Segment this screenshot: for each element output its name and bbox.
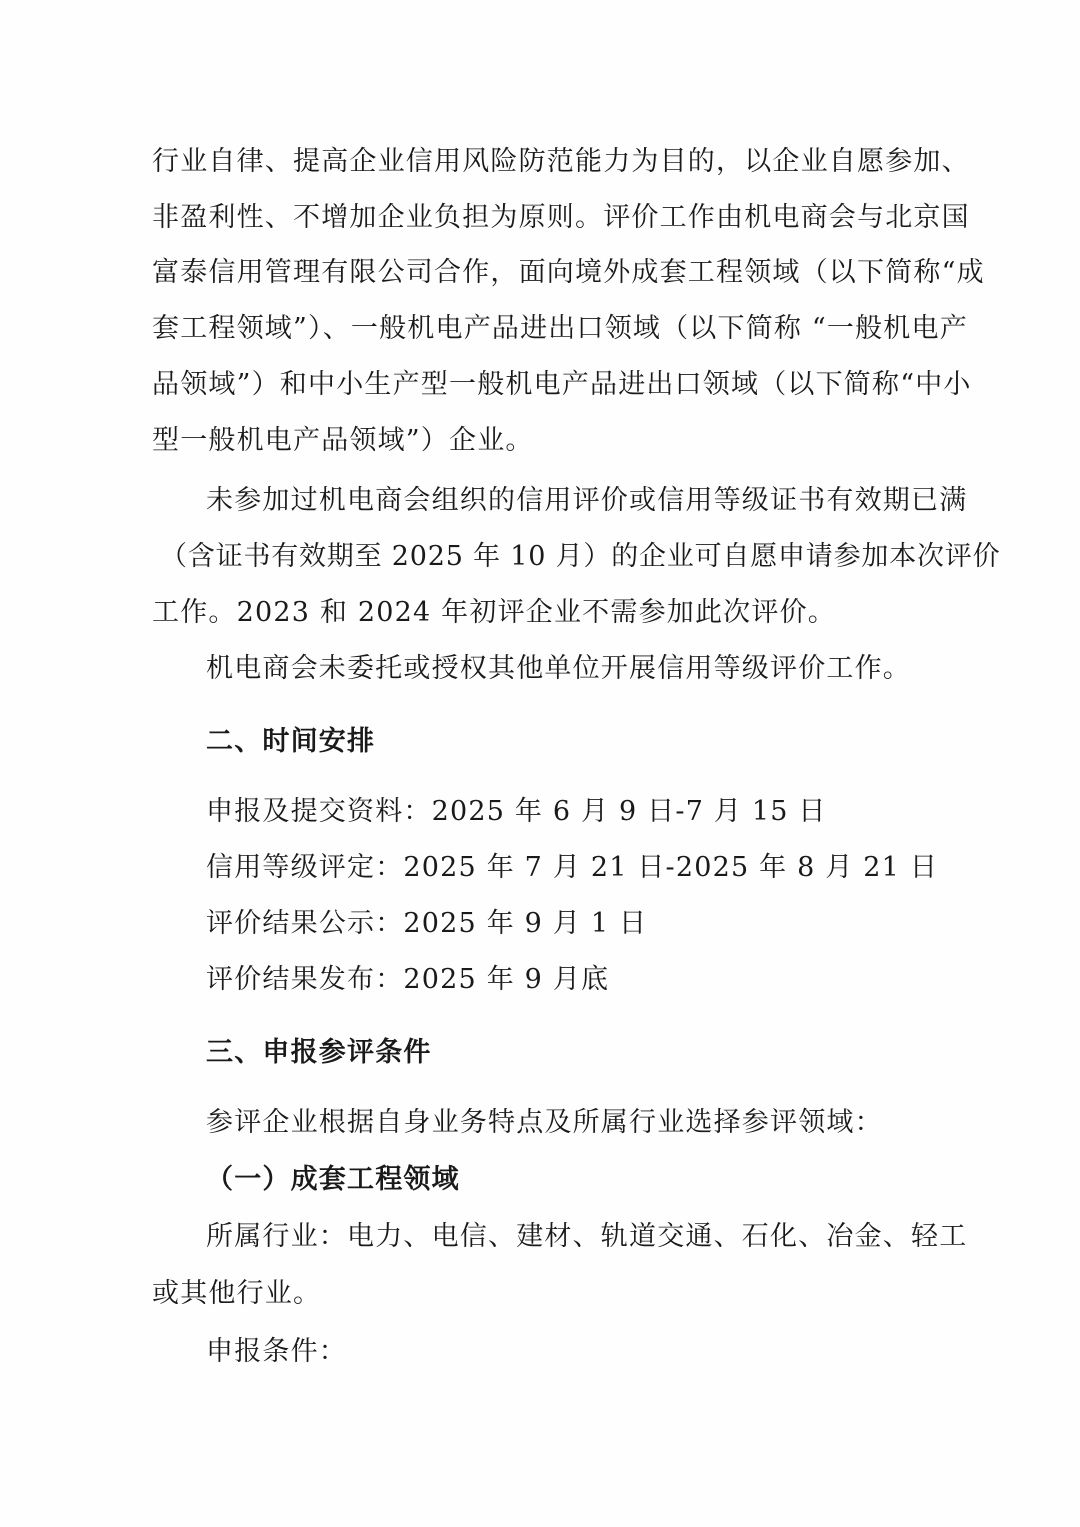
paragraph-line: 参评企业根据自身业务特点及所属行业选择参评领域： xyxy=(206,1107,883,1138)
paragraph-line: 未参加过机电商会组织的信用评价或信用等级证书有效期已满 xyxy=(206,485,968,516)
paragraph-line: 非盈利性、不增加企业负担为原则。评价工作由机电商会与北京国 xyxy=(152,202,970,233)
paragraph-line: （含证书有效期至 2025 年 10 月）的企业可自愿申请参加本次评价 xyxy=(160,541,1001,572)
paragraph-line: 套工程领域”）、一般机电产品进出口领域（以下简称 “一般机电产 xyxy=(152,313,968,344)
schedule-item: 评价结果公示：2025 年 9 月 1 日 xyxy=(206,908,648,939)
paragraph-line: 行业自律、提高企业信用风险防范能力为目的，以企业自愿参加、 xyxy=(152,146,970,177)
paragraph-line: 富泰信用管理有限公司合作，面向境外成套工程领域（以下简称“成 xyxy=(152,257,985,288)
section-heading: 三、申报参评条件 xyxy=(206,1037,432,1068)
paragraph-line: 型一般机电产品领域”）企业。 xyxy=(152,425,534,456)
paragraph-line: 工作。2023 和 2024 年初评企业不需参加此次评价。 xyxy=(152,597,836,628)
schedule-item: 评价结果发布：2025 年 9 月底 xyxy=(206,964,610,995)
paragraph-line: 申报条件： xyxy=(206,1336,347,1367)
subsection-heading: （一）成套工程领域 xyxy=(206,1164,460,1195)
paragraph-line: 所属行业：电力、电信、建材、轨道交通、石化、冶金、轻工 xyxy=(206,1221,968,1252)
schedule-item: 申报及提交资料：2025 年 6 月 9 日-7 月 15 日 xyxy=(206,796,827,827)
paragraph-line: 或其他行业。 xyxy=(152,1278,322,1309)
section-heading: 二、时间安排 xyxy=(206,726,376,757)
paragraph-line: 机电商会未委托或授权其他单位开展信用等级评价工作。 xyxy=(206,653,911,684)
schedule-item: 信用等级评定：2025 年 7 月 21 日-2025 年 8 月 21 日 xyxy=(206,852,939,883)
paragraph-line: 品领域”）和中小生产型一般机电产品进出口领域（以下简称“中小 xyxy=(152,369,972,400)
